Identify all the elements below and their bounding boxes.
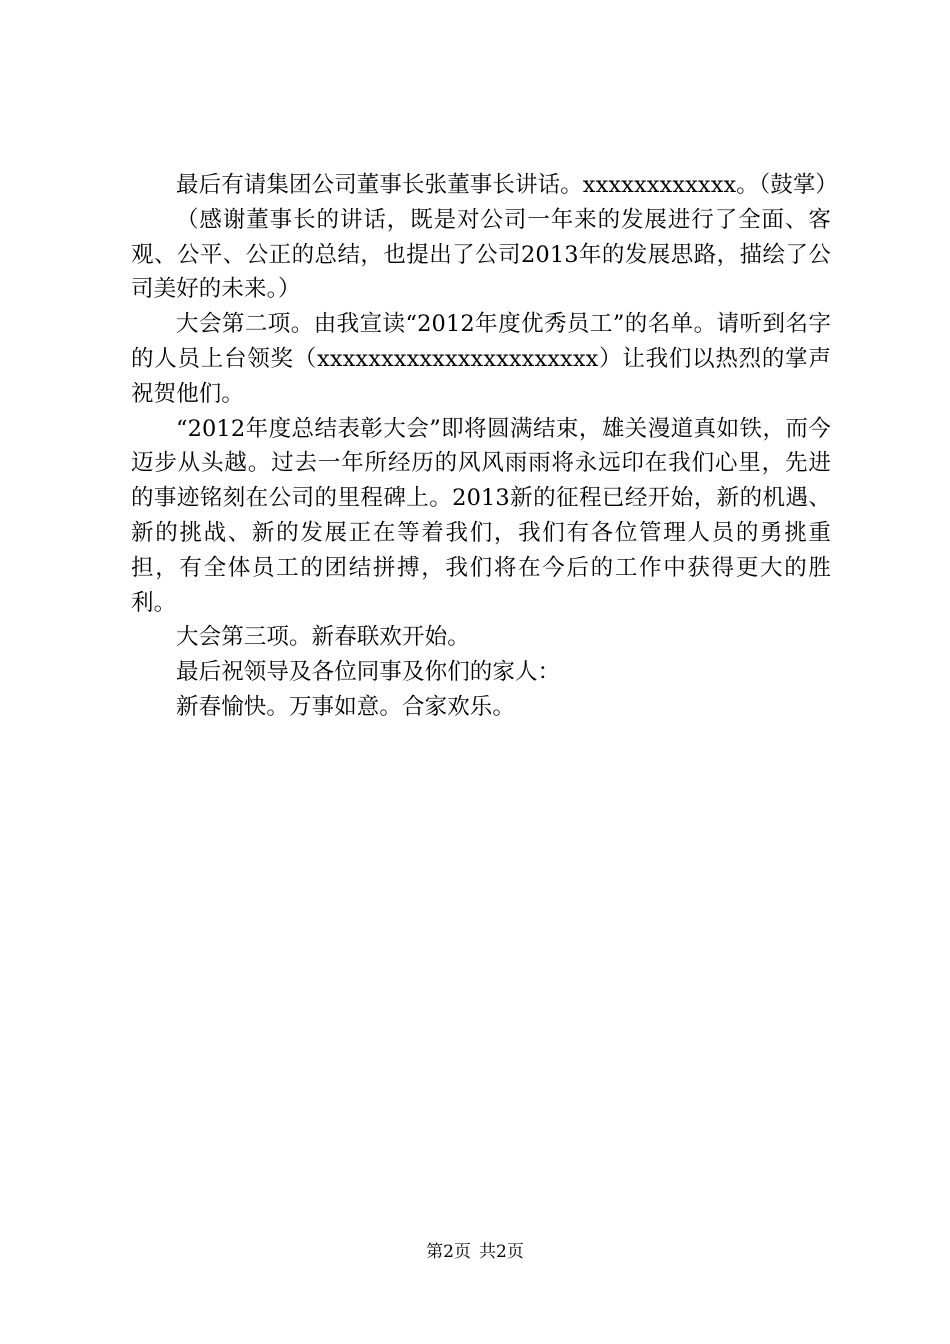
paragraph-thanks-chairman: （感谢董事长的讲话，既是对公司一年来的发展进行了全面、客观、公平、公正的总结，也提出了公司2013年的发展思路，描绘了公司美好的未来。） [131,206,831,303]
page-footer [0,1241,950,1263]
paragraph-chairman-speech: 最后有请集团公司董事长张董事长讲话。xxxxxxxxxxxx。（鼓掌） [176,172,839,198]
page-number-total: 共2页 [479,1242,524,1262]
paragraph-wishes: 新春愉快。万事如意。合家欢乐。 [176,693,516,720]
paragraph-closing-remarks: “2012年度总结表彰大会”即将圆满结束，雄关漫道真如铁，而今迈步从头越。过去一年所经历的风风雨雨将永远印在我们心里，先进的事迹铭刻在公司的里程碑上。2013新的征程已经开始，新的机遇、新的挑战、新的发展正在等着我们，我们有各位管理人员的勇挑重担，有全体员工的团结拼搏，我们将在今后的工作中获得更大的胜利。 [131,415,831,616]
page-number-current: 第2页 [426,1242,471,1262]
paragraph-item-three-party: 大会第三项。新春联欢开始。 [176,624,470,651]
document-body [131,168,839,725]
paragraph-wishes-intro: 最后祝领导及各位同事及你们的家人： [176,659,561,686]
paragraph-item-two-awards: 大会第二项。由我宣读“2012年度优秀员工”的名单。请听到名字的人员上台领奖（xxxxxxxxxxxxxxxxxxxxxx）让我们以热烈的掌声祝贺他们。 [131,311,831,407]
